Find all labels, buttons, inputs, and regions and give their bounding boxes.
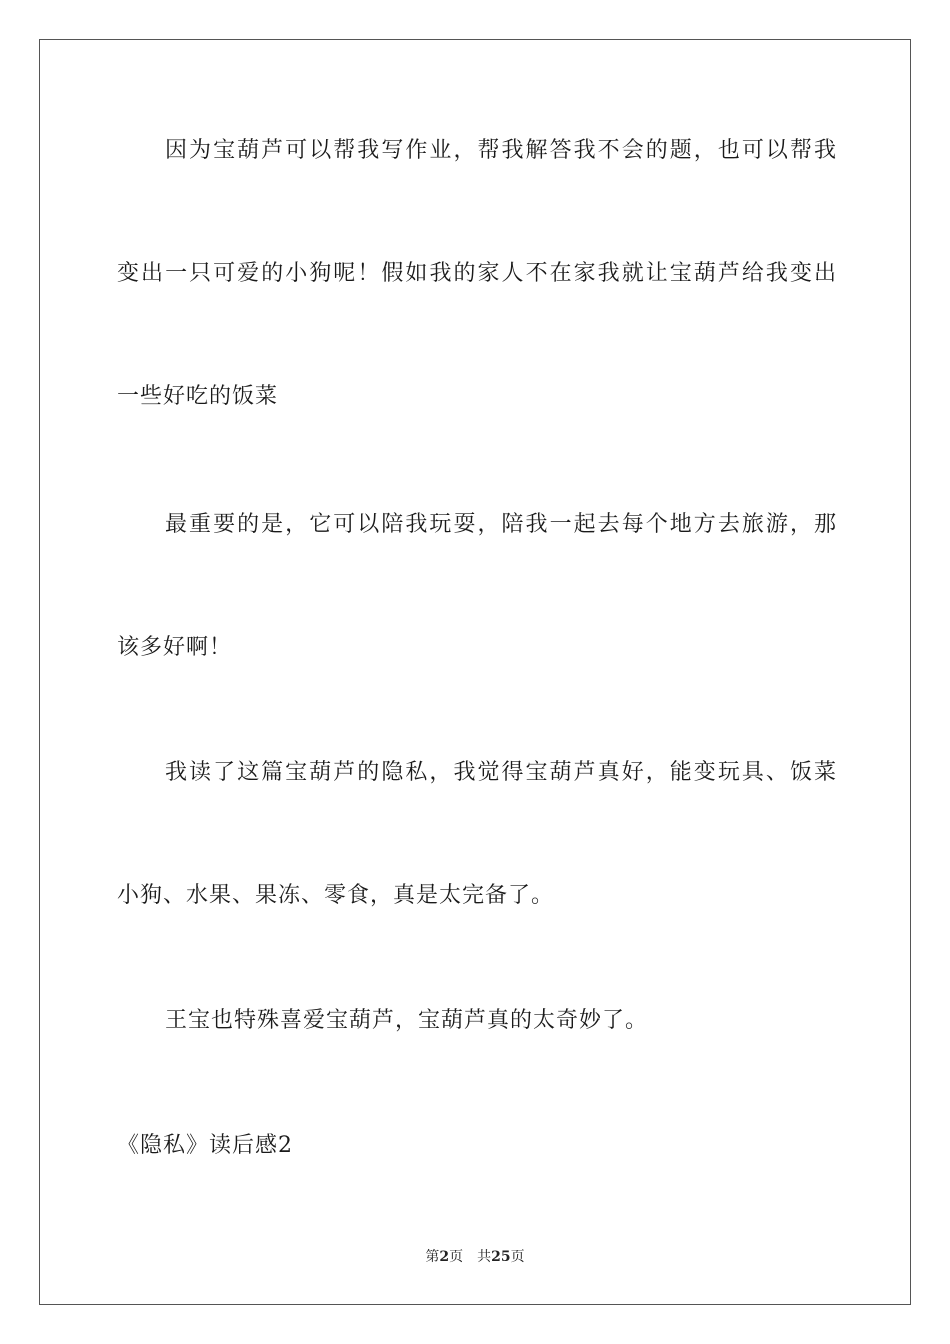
page-border [39, 39, 911, 1305]
page-prefix: 第 [425, 1249, 440, 1265]
paragraph-2-line-1: 最重要的是，它可以陪我玩耍，陪我一起去每个地方去旅游，那 [165, 512, 837, 537]
section-heading: 《隐私》读后感2 [117, 1133, 293, 1158]
total-prefix: 共 [477, 1249, 492, 1265]
page-suffix: 页 [449, 1249, 464, 1265]
total-pages: 25 [491, 1249, 511, 1265]
paragraph-4-line-1: 王宝也特殊喜爱宝葫芦，宝葫芦真的太奇妙了。 [165, 1008, 649, 1033]
page-footer [0, 1248, 950, 1266]
paragraph-1-line-1: 因为宝葫芦可以帮我写作业，帮我解答我不会的题，也可以帮我 [165, 138, 837, 163]
paragraph-2-line-2: 该多好啊！ [117, 635, 233, 660]
total-suffix: 页 [510, 1249, 525, 1265]
paragraph-3-line-1: 我读了这篇宝葫芦的隐私，我觉得宝葫芦真好，能变玩具、饭菜 [165, 760, 837, 785]
paragraph-1-line-2: 变出一只可爱的小狗呢！假如我的家人不在家我就让宝葫芦给我变出 [117, 261, 837, 286]
page-number: 2 [439, 1249, 450, 1265]
paragraph-1-line-3: 一些好吃的饭菜 [117, 384, 279, 409]
paragraph-3-line-2: 小狗、水果、果冻、零食，真是太完备了。 [117, 883, 555, 908]
